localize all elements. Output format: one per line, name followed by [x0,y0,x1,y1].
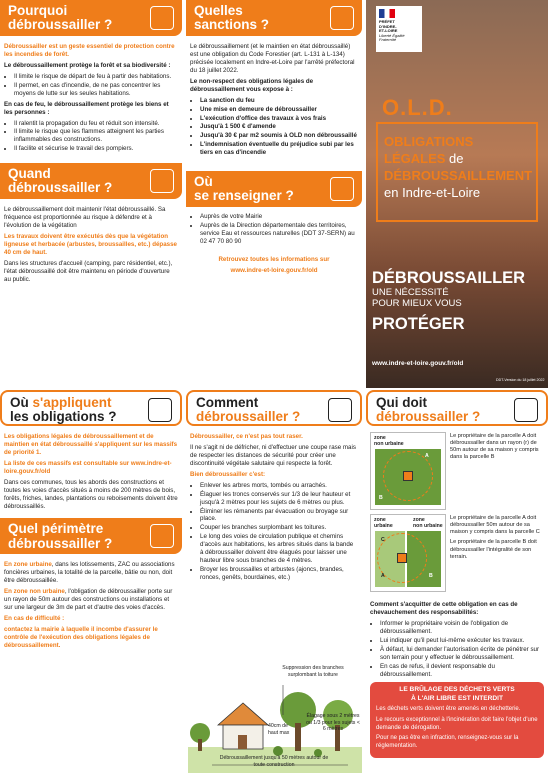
logo-line-2: D'INDRE- [379,23,397,29]
list-item: • Couper les branches surplombant les toitures. [200,524,358,532]
d2-zone-label-1: zone [374,517,386,523]
calendar-icon [150,169,174,193]
list-item: • La sanction du feu [200,97,358,105]
info-icon [330,177,354,201]
d2-zone-label-4: non urbaine [413,523,443,529]
pourquoi-intro: Débroussailler est un geste essentiel de protection contre les incendies de forêt. [4,43,175,58]
ou-banner [0,390,182,426]
renseigner-list [200,213,358,246]
ou-title-word-orange: s'appliquent [32,395,112,410]
chainsaw-icon [328,398,352,422]
list-item: • Informer le propriétaire voisin de l'obligation de débroussaillement. [380,620,544,636]
quidoit-title-2: débroussailler ? [376,409,481,425]
d1-house [403,471,413,481]
d2-zone-label-3: zone [413,517,425,523]
fire-tree-icon [150,6,174,30]
cover-panel [366,0,548,388]
compass-icon [150,524,174,548]
list-item: • L'indemnisation éventuelle du préjudice subi par les tiers en cas d'incendie [200,141,358,157]
list-item: • Jusqu'à 1 500 € d'amende [200,123,358,131]
quand-p1: Le débroussaillement doit maintenir l'état débroussaillé. Sa fréquence est proportionnée au risque à défendre et à l'évolution de la végétation [4,206,166,230]
comment-illustration [188,655,362,773]
perimetre-p2-text: , l'obligation de débroussailler porte sur un rayon de 50m autour des constructions ou installations et sur une largeur de 3m de part et d'autre des voies d'accès. [4,588,173,612]
diagram-2 [370,514,446,592]
zone-non-urbaine-label: En zone non urbaine [4,588,65,596]
d1-zone-label-2: non urbaine [374,441,404,447]
brulage-title-1: LE BRÛLAGE DES DÉCHETS VERTS [399,686,515,694]
zone-urbaine-label: En zone urbaine [4,561,52,569]
renseigner-title-2: se renseigner ? [194,188,294,204]
renseigner-footer-2[interactable]: www.indre-et-loire.gouv.fr/old [230,266,318,274]
list-item: • Il limite le risque que les flammes atteignent les parties inflammables des constructions. [14,128,178,144]
ou-p2: La liste de ces massifs est consultable sur www.indre-et-loire.gouv.fr/old [4,459,172,475]
list-item: • Il limite le risque de départ de feu à partir des habitations. [14,73,178,81]
comment-banner [186,390,362,426]
list-item: • Enlever les arbres morts, tombés ou arrachés. [200,482,358,490]
d2-text-1: Le propriétaire de la parcelle A doit débroussailler 50m autour de sa maison y compris dans la parcelle C [450,515,540,536]
sanctions-banner [186,0,362,36]
perimetre-title-1: Quel périmètre [8,521,104,537]
pourquoi-list-2 [14,120,178,154]
comment-list [200,482,358,582]
comment-p2: Il ne s'agit ni de défricher, ni d'effectuer une coupe rase mais de respecter les distances de sécurité pour créer une discontinuité végétale salutaire qui respecte la forêt. [190,443,356,467]
d1-label-b: B [379,495,383,501]
pourquoi-list-1 [14,73,178,98]
word-debroussaillement: ÉBROUSSAILLEMENT [393,167,533,183]
diagram-1-row [366,426,548,512]
perimetre-p3: En cas de difficulté : [4,615,65,623]
list-item: • Auprès de votre Mairie [200,213,358,221]
cover-old: O.L.D. [382,95,453,120]
list-item: • Auprès de la Direction départementale des territoires, service Eau et ressources naturelles (DDT 37-SERN) au 02 47 70 80 90 [200,222,358,246]
perimetre-title-2: débroussailler ? [8,535,113,551]
list-item: • L'exécution d'office des travaux à vos frais [200,115,358,123]
quidoit-title-1: Qui doit [376,395,427,410]
cover-proteger: PROTÉGER [372,315,465,333]
list-item: • En cas de refus, il devient responsable du débroussaillement. [380,663,544,679]
d1-text: Le propriétaire de la parcelle A doit débroussailler dans un rayon (r) de 50m autour de sa maison y compris dans la parcelle B [450,433,539,461]
illus-height-label: 40cm de haut max [268,723,290,736]
people-icon [514,398,538,422]
d2-text-2: Le propriétaire de la parcelle B doit débroussailler l'intégralité de son terrain. [450,539,537,560]
pourquoi-banner [0,0,182,36]
map-pin-icon [148,398,172,422]
d2-label-a: A [381,573,385,579]
list-item: • À défaut, lui demander l'autorisation écrite de pénétrer sur son terrain pour y effectuer le débroussaillement. [380,646,544,662]
brulage-title-2: À L'AIR LIBRE EST INTERDIT [410,694,504,702]
d1-zone-label-1: zone [374,435,386,441]
ou-title-2: les obligations ? [10,409,117,425]
quand-title-2: débroussailler ? [8,180,113,196]
cap-l: L [384,150,392,166]
comment-p1: Débroussailler, ce n'est pas tout raser. [190,433,303,440]
diagram-2-row [366,512,548,594]
necessite-line-1: UNE NÉCESSITÉ [372,287,449,298]
col-qui-doit [366,390,548,775]
quidoit-banner [366,390,548,426]
col-ou-perimetre [0,390,182,775]
quand-p2: Les travaux doivent être exécutés dès que la végétation ligneuse et herbacée (arbustes, broussailles, etc.) dépasse 40 cm de haut. [4,233,177,256]
cover-url[interactable]: www.indre-et-loire.gouv.fr/old [372,360,464,367]
d2-house [397,553,407,563]
list-item: • Jusqu'à 30 € par m2 soumis à OLD non débroussaillé [200,132,358,140]
sanctions-list [200,97,358,158]
quand-banner [0,163,182,199]
comment-title-2: débroussailler ? [196,409,301,425]
perimetre-p4: contactez la mairie à laquelle il incombe d'assurer le contrôle de l'exécution des obligations légales de débroussaillement. [4,626,158,649]
quidoit-list [380,620,544,679]
comment-p3: Bien débroussailler c'est: [190,470,266,478]
pourquoi-p1: Le débroussaillement protège la forêt et sa biodiversité : [4,61,171,69]
diagram-1 [370,432,446,510]
logo-motto: Liberté Égalité Fraternité [379,32,405,43]
brulage-p1: Les déchets verts doivent être amenés en déchetterie. [376,706,521,713]
french-flag-icon [379,9,395,18]
brulage-p2: Le recours exceptionnel à l'incinération doit faire l'objet d'une demande de dérogation. [376,716,538,731]
list-item: • Lui indiquer qu'il peut lui-même exécuter les travaux. [380,637,544,645]
brulage-warning [370,682,544,757]
necessite-line-2: POUR MIEUX VOUS [372,297,462,309]
list-item: • Le long des voies de circulation publique et chemins d'accès aux habitations, les arbres situés dans la bande à débroussailler doivent être élagués pour laisser une hauteur libre sous branches de 4 mètres. [200,533,358,565]
word-de: de [449,150,464,166]
pourquoi-p2: En cas de feu, le débroussaillement protège les biens et les personnes : [4,100,169,116]
list-item: • Il permet, en cas d'incendie, de ne pas concentrer les moyens de lutte sur les seules habitations. [14,82,178,98]
illus-bottom-label: Débroussaillement jusqu'à 50 mètres autour de toute construction [219,755,329,768]
ou-p3: Dans ces communes, tous les abords des constructions et toutes les voies d'accès situés à moins de 200 mètres de bois, forêts, friches, landes, plantations ou reboisements doivent être débroussaillés. [4,478,178,510]
quidoit-acquitter: Comment s'acquitter de cette obligation en cas de chevauchement des responsabilités: [370,601,518,616]
logo-line-1: PRÉFET [379,19,395,24]
word-legales: ÉGALES [391,150,446,166]
list-item: • Éliminer les rémanents par évacuation ou broyage sur place. [200,508,358,524]
col-sanctions [186,0,362,388]
sanctions-title-1: Quelles [194,3,243,18]
sanctions-p2: Le non-respect des obligations légales de débroussaillement vous expose à : [190,77,314,93]
d1-label-a: A [425,453,429,459]
ou-title-word: Où [10,395,29,410]
renseigner-footer-1: Retrouvez toutes les informations sur [218,255,330,263]
col-comment [186,390,362,655]
perimetre-p1-text: , dans les lotissements, ZAC ou associations foncières urbaines, la totalité de la parcelle, bâtie ou non, doit être débroussaillée. [4,561,175,585]
word-obligations: BLIGATIONS [394,134,474,149]
ou-p1: Les obligations légales de débroussaillement et de maintien en état débroussaillé s'appliquent sur les massifs de priorité 1. [4,433,178,456]
perimetre-p2 [4,588,178,612]
gavel-icon [330,6,354,30]
list-item: • Élaguer les troncs conservés sur 1/3 de leur hauteur et jusqu'à 2 mètres pour les sujets de 6 mètres ou plus. [200,491,358,507]
list-item: • Une mise en demeure de débroussailler [200,106,358,114]
illus-side-label: Élagage sous 2 mètres ou 1/3 pour les sujets < 6 mètres [306,713,360,733]
perimetre-p1 [4,561,178,585]
word-indre-et-loire: en Indre-et-Loire [384,184,481,200]
d2-label-c: C [381,537,385,543]
list-item: • Il ralentit la propagation du feu et réduit son intensité. [14,120,178,128]
cover-title-panel [376,122,538,222]
cover-edition: DDT-Version du 18 juillet 2022 [496,378,545,382]
sanctions-p1: Le débroussaillement (et le maintien en état débroussaillé) est une obligation du Code Forestier (art. L-131 à L-134) précisée localement en Indre-et-Loire par l'arrêté préfectoral du 18 juillet 2022. [190,43,355,74]
cap-d: D [384,167,394,183]
d2-label-b: B [429,573,433,579]
perimetre-banner [0,518,182,554]
cover-debroussailler: DÉBROUSSAILLER [372,269,526,287]
renseigner-title-1: Où [194,174,213,190]
prefet-logo [376,6,422,52]
cap-o: O [384,134,395,149]
quand-p3: Dans les structures d'accueil (camping, parc résidentiel, etc.), l'état débroussaillé doit être maintenu en période d'ouverture au public. [4,259,173,283]
renseigner-banner [186,171,362,207]
col-pourquoi-quand [0,0,182,388]
brulage-p3: Pour ne pas être en infraction, renseignez-vous sur la réglementation. [376,735,519,749]
sanctions-title-2: sanctions ? [194,17,270,33]
pourquoi-title-1: Pourquoi [8,3,68,18]
cover-necessite [372,288,462,310]
d2-texts [450,512,544,594]
quand-title-1: Quand [8,166,51,182]
illus-top-label: Suppression des branches surplombant la toiture [282,665,344,678]
list-item: • Il facilite et sécurise le travail des pompiers. [14,145,178,153]
pourquoi-title-2: débroussailler ? [8,17,113,33]
logo-line-3: ET-LOIRE [379,28,398,34]
list-item: • Broyer les broussailles et arbustes (ajoncs, brandes, ronces, genêts, bourdaines, etc.) [200,566,358,582]
comment-title-1: Comment [196,395,259,410]
d2-zone-label-2: urbaine [374,523,393,529]
